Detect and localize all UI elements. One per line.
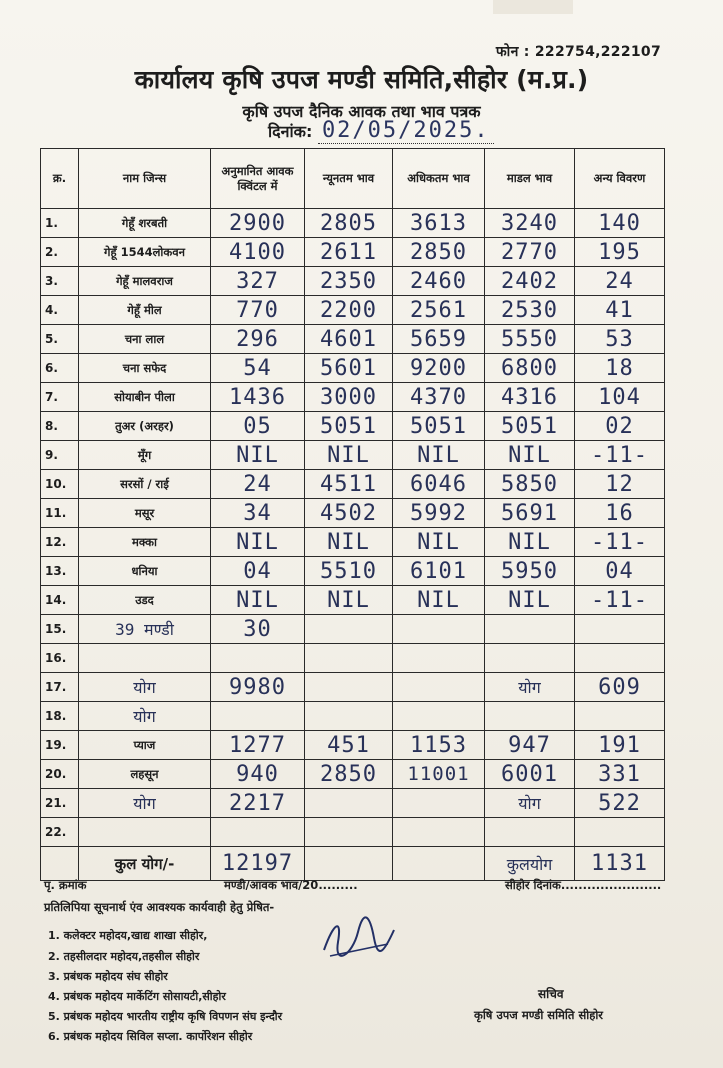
table-header-row	[41, 149, 665, 209]
cell-other	[575, 818, 665, 847]
table-row	[41, 238, 665, 267]
cell-arrival: 30	[211, 615, 305, 644]
cell-model: 5950	[485, 557, 575, 586]
header-max: अधिकतम भाव	[393, 149, 485, 209]
cell-sr: 21.	[41, 789, 79, 818]
cell-sr: 9.	[41, 441, 79, 470]
cell-other	[575, 702, 665, 731]
cell-other: 104	[575, 383, 665, 412]
cell-max: NIL	[393, 441, 485, 470]
cell-commodity: तुअर (अरहर)	[79, 412, 211, 441]
cc-item: 5. प्रबंधक महोदय भारतीय राष्ट्रीय कृषि विपणन संघ इन्दौर	[48, 1010, 283, 1023]
cell-max	[393, 818, 485, 847]
table-row	[41, 470, 665, 499]
forward-note: प्रतिलिपिया सूचनार्थ एंव आवश्यक कार्यवाही हेतु प्रेषित-	[44, 900, 275, 914]
cell-model	[485, 644, 575, 673]
sehore-date: सीहोर दिनांक.......................	[505, 878, 662, 892]
cell-commodity: गेहूँ मालवराज	[79, 267, 211, 296]
table-row	[41, 818, 665, 847]
cell-arrival: NIL	[211, 441, 305, 470]
cell-commodity: गेहूँ मील	[79, 296, 211, 325]
cell-commodity: मक्का	[79, 528, 211, 557]
cell-max	[393, 702, 485, 731]
reference-number: पृ. क्रमांक	[44, 878, 87, 892]
header-other: अन्य विवरण	[575, 149, 665, 209]
cell-sr: 5.	[41, 325, 79, 354]
mandi-reference: मण्डी/आवक भाव/20.........	[224, 878, 358, 892]
cell-model: 5550	[485, 325, 575, 354]
cell-sr: 11.	[41, 499, 79, 528]
phone-numbers: फोन : 222754,222107	[495, 44, 661, 60]
cc-item: 4. प्रबंधक महोदय मार्केटिंग सोसायटी,सीहोर	[48, 990, 226, 1003]
cell-model: 5691	[485, 499, 575, 528]
cell-arrival: NIL	[211, 586, 305, 615]
cell-model: 5051	[485, 412, 575, 441]
cell-other: 609	[575, 673, 665, 702]
cell-model	[485, 615, 575, 644]
cell-min: 2850	[305, 760, 393, 789]
cell-other: -11-	[575, 586, 665, 615]
cell-commodity: लहसून	[79, 760, 211, 789]
cell-arrival	[211, 644, 305, 673]
cell-other: 12	[575, 470, 665, 499]
cell-arrival: 2900	[211, 209, 305, 238]
cell-other: 191	[575, 731, 665, 760]
cell-arrival: 296	[211, 325, 305, 354]
cell-model: 947	[485, 731, 575, 760]
cell-sr: 20.	[41, 760, 79, 789]
cell-other: 331	[575, 760, 665, 789]
secretary-title: सचिव	[538, 987, 564, 1001]
cell-max: 9200	[393, 354, 485, 383]
cell-sr: 2.	[41, 238, 79, 267]
cell-min: 451	[305, 731, 393, 760]
cell-sr: 22.	[41, 818, 79, 847]
table-row	[41, 354, 665, 383]
cell-model	[485, 818, 575, 847]
cell-commodity: उडद	[79, 586, 211, 615]
cell-arrival: 24	[211, 470, 305, 499]
cell-min: 2200	[305, 296, 393, 325]
cell-other: 195	[575, 238, 665, 267]
cell-min: 4601	[305, 325, 393, 354]
header-commodity: नाम जिन्स	[79, 149, 211, 209]
cell-commodity: सोयाबीन पीला	[79, 383, 211, 412]
cell-other: -11-	[575, 441, 665, 470]
cell-min	[305, 789, 393, 818]
cell-other: 16	[575, 499, 665, 528]
cell-model: योग	[485, 673, 575, 702]
cell-max: NIL	[393, 528, 485, 557]
cell-commodity: मूँग	[79, 441, 211, 470]
cc-item: 1. कलेक्टर महोदय,खाद्य शाखा सीहोर,	[48, 929, 208, 942]
cell-max: 2850	[393, 238, 485, 267]
table-row	[41, 441, 665, 470]
cell-max: 4370	[393, 383, 485, 412]
cell-min: NIL	[305, 528, 393, 557]
table-row	[41, 615, 665, 644]
cell-other: 24	[575, 267, 665, 296]
date-label: दिनांक	[268, 122, 306, 141]
table-row	[41, 760, 665, 789]
cell-max: 5659	[393, 325, 485, 354]
cell-max: 6046	[393, 470, 485, 499]
table-row	[41, 731, 665, 760]
signature-mark	[318, 912, 398, 962]
table-row	[41, 586, 665, 615]
cell-model: 5850	[485, 470, 575, 499]
cell-sr: 3.	[41, 267, 79, 296]
cell-model: 2402	[485, 267, 575, 296]
cell-arrival: 4100	[211, 238, 305, 267]
cell-min: 5601	[305, 354, 393, 383]
cell-arrival: 940	[211, 760, 305, 789]
cell-other: 41	[575, 296, 665, 325]
cell-arrival: 770	[211, 296, 305, 325]
cell-arrival: 05	[211, 412, 305, 441]
cell-other: 140	[575, 209, 665, 238]
cell-arrival: 1436	[211, 383, 305, 412]
cell-commodity: चना लाल	[79, 325, 211, 354]
header-arrival: अनुमानित आवक क्विंटल में	[211, 149, 305, 209]
cell-model: 6800	[485, 354, 575, 383]
cell-other: 18	[575, 354, 665, 383]
table-row	[41, 325, 665, 354]
header-sr: क्र.	[41, 149, 79, 209]
cell-other: 02	[575, 412, 665, 441]
cell-commodity	[79, 644, 211, 673]
cell-arrival	[211, 818, 305, 847]
table-row	[41, 673, 665, 702]
cell-sr: 10.	[41, 470, 79, 499]
cell-max: 3613	[393, 209, 485, 238]
cell-arrival: 9980	[211, 673, 305, 702]
cell-commodity: 39 मण्डी	[79, 615, 211, 644]
cc-item: 6. प्रबंधक महोदय सिविल सप्ला. कार्पोरेशन सीहोर	[48, 1030, 253, 1043]
cell-sr: 15.	[41, 615, 79, 644]
cell-model: NIL	[485, 441, 575, 470]
header-min: न्यूनतम भाव	[305, 149, 393, 209]
cell-other	[575, 615, 665, 644]
secretary-organisation: कृषि उपज मण्डी समिति सीहोर	[474, 1008, 604, 1022]
cell-max	[393, 644, 485, 673]
table-row	[41, 528, 665, 557]
cell-min: 2805	[305, 209, 393, 238]
cell-max	[393, 615, 485, 644]
cell-arrival: 2217	[211, 789, 305, 818]
cell-commodity: प्याज	[79, 731, 211, 760]
cell-commodity	[79, 818, 211, 847]
cell-model: 6001	[485, 760, 575, 789]
cell-max: 5051	[393, 412, 485, 441]
cell-min: NIL	[305, 441, 393, 470]
cell-arrival: 04	[211, 557, 305, 586]
office-title: कार्यालय कृषि उपज मण्डी समिति,सीहोर (म.प्र.)	[134, 65, 589, 94]
table-row	[41, 499, 665, 528]
cell-model: NIL	[485, 586, 575, 615]
cell-max	[393, 789, 485, 818]
cell-min: NIL	[305, 586, 393, 615]
total-arrival: 12197	[211, 847, 305, 881]
table-row	[41, 702, 665, 731]
table-row	[41, 209, 665, 238]
cell-other	[575, 644, 665, 673]
cell-model: 3240	[485, 209, 575, 238]
cell-arrival	[211, 702, 305, 731]
cell-max: NIL	[393, 586, 485, 615]
cell-model: NIL	[485, 528, 575, 557]
cell-commodity: योग	[79, 702, 211, 731]
cell-commodity: चना सफेद	[79, 354, 211, 383]
cell-other: 522	[575, 789, 665, 818]
cell-commodity: योग	[79, 789, 211, 818]
cell-max: 5992	[393, 499, 485, 528]
cell-min	[305, 615, 393, 644]
total-other-label: कुलयोग	[485, 847, 575, 881]
cell-other: 53	[575, 325, 665, 354]
cell-min	[305, 702, 393, 731]
cell-min: 5510	[305, 557, 393, 586]
cell-min: 2611	[305, 238, 393, 267]
cell-commodity: योग	[79, 673, 211, 702]
table-row	[41, 412, 665, 441]
cell-sr: 6.	[41, 354, 79, 383]
table-row	[41, 789, 665, 818]
cell-commodity: गेहूँ 1544लोकवन	[79, 238, 211, 267]
cell-sr: 13.	[41, 557, 79, 586]
total-other: 1131	[575, 847, 665, 881]
cell-sr: 19.	[41, 731, 79, 760]
cell-min: 5051	[305, 412, 393, 441]
cell-min	[305, 673, 393, 702]
table-row	[41, 383, 665, 412]
cell-other: -11-	[575, 528, 665, 557]
document-subtitle: कृषि उपज दैनिक आवक तथा भाव पत्रक	[242, 102, 481, 121]
table-row	[41, 267, 665, 296]
arrival-price-table	[40, 148, 665, 881]
cell-commodity: धनिया	[79, 557, 211, 586]
cell-model: 4316	[485, 383, 575, 412]
cell-arrival: NIL	[211, 528, 305, 557]
cell-max	[393, 673, 485, 702]
cell-commodity: गेहूँ शरबती	[79, 209, 211, 238]
cell-sr: 12.	[41, 528, 79, 557]
date-line: दिनांक: 02/05/2025.	[268, 118, 494, 143]
cell-sr: 4.	[41, 296, 79, 325]
cell-model: 2770	[485, 238, 575, 267]
table-row	[41, 644, 665, 673]
cell-arrival: 327	[211, 267, 305, 296]
cell-max: 6101	[393, 557, 485, 586]
cell-arrival: 54	[211, 354, 305, 383]
cell-sr: 18.	[41, 702, 79, 731]
cc-item: 3. प्रबंधक महोदय संघ सीहोर	[48, 970, 168, 983]
cell-model	[485, 702, 575, 731]
cc-item: 2. तहसीलदार महोदय,तहसील सीहोर	[48, 950, 200, 963]
cell-min	[305, 644, 393, 673]
cell-sr: 14.	[41, 586, 79, 615]
total-label: कुल योग/-	[79, 847, 211, 881]
tape-strip	[493, 0, 573, 14]
cell-min	[305, 818, 393, 847]
cell-arrival: 1277	[211, 731, 305, 760]
cell-sr: 7.	[41, 383, 79, 412]
cell-max: 1153	[393, 731, 485, 760]
cell-arrival: 34	[211, 499, 305, 528]
cell-other: 04	[575, 557, 665, 586]
cell-sr: 1.	[41, 209, 79, 238]
cell-sr: 16.	[41, 644, 79, 673]
cell-sr: 17.	[41, 673, 79, 702]
cell-commodity: सरसों / राई	[79, 470, 211, 499]
date-value: 02/05/2025.	[318, 118, 494, 144]
cell-min: 4502	[305, 499, 393, 528]
cell-max: 2561	[393, 296, 485, 325]
cell-min: 2350	[305, 267, 393, 296]
total-row	[41, 847, 665, 881]
table-row	[41, 296, 665, 325]
cell-min: 3000	[305, 383, 393, 412]
cell-min: 4511	[305, 470, 393, 499]
cell-model: योग	[485, 789, 575, 818]
cell-max: 2460	[393, 267, 485, 296]
table-row	[41, 557, 665, 586]
header-model: माडल भाव	[485, 149, 575, 209]
cell-max: 11001	[393, 760, 485, 789]
cell-model: 2530	[485, 296, 575, 325]
cell-sr: 8.	[41, 412, 79, 441]
cell-commodity: मसूर	[79, 499, 211, 528]
